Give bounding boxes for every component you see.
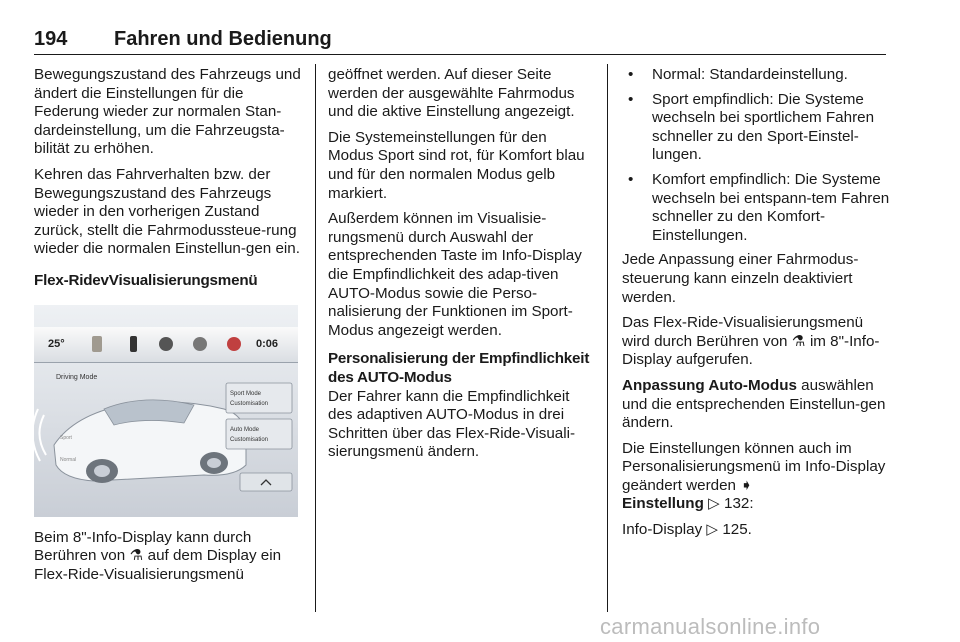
- column-divider: [315, 64, 316, 612]
- ref-triangle-icon: ▷: [706, 521, 719, 539]
- chapter-title: Fahren und Bedienung: [114, 28, 332, 50]
- column-divider: [607, 64, 608, 612]
- car-on-road-icon: ⚗: [129, 547, 144, 565]
- arrow-right-icon: ➧: [740, 476, 753, 494]
- info-display-screenshot: [34, 305, 298, 517]
- svg-text:Sport Mode: Sport Mode: [230, 390, 262, 397]
- paragraph: Die Einstellungen können auch im Personalisierungsmenü im Info-Display geändert werden ➧ Einstellung ▷ 132:: [622, 439, 886, 513]
- screen-title: Driving Mode: [56, 373, 98, 381]
- page-number: 194: [34, 28, 68, 50]
- phone-icon: [130, 336, 137, 352]
- car-on-road-icon: ⚗: [791, 332, 806, 350]
- section-heading: Flex-RidevVisualisierungsmenü: [34, 271, 258, 289]
- paragraph: Der Fahrer kann die Empfindlichkeit des adaptiven AUTO-Modus in drei Schritten über das Flex-Ride-Visuali-sierungsmenü ändern.: [328, 387, 576, 461]
- temperature-readout: 25°: [48, 337, 65, 350]
- paragraph: geöffnet werden. Auf dieser Seite werden der ausgewählte Fahrmodus und die aktive Einstellung angezeigt.: [328, 66, 575, 121]
- paragraph: Das Flex-Ride-Visualisierungsmenü wird durch Berühren von ⚗ im 8"-Info-Display aufgerufen.: [622, 314, 880, 369]
- screen-side-label: Sport: [60, 434, 72, 441]
- sport-mode-customisation-button: [226, 383, 292, 413]
- svg-text:Customisation: Customisation: [230, 400, 269, 407]
- paragraph: Info-Display ▷ 125.: [622, 521, 752, 539]
- paragraph: Anpassung Auto-Modus auswählen und die entsprechenden Einstellun-gen ändern.: [622, 376, 886, 432]
- paragraph: Die Systemeinstellungen für den Modus Sport sind rot, für Komfort blau und für den normalen Modus gelb markiert.: [328, 128, 585, 202]
- flexride-icon: [227, 337, 241, 351]
- section-subheading: Personalisierung der Empfindlichkeit des AUTO-Modus: [328, 350, 590, 386]
- auto-mode-customisation-button: [226, 419, 292, 449]
- column-1: [34, 66, 302, 591]
- column-3: [622, 66, 890, 547]
- music-icon: [92, 336, 102, 352]
- info-display-image: [34, 305, 298, 517]
- svg-text:Auto Mode: Auto Mode: [230, 426, 260, 433]
- list-item: • Komfort empfindlich: Die Systeme wechseln bei entspann-tem Fahren schneller zu den Komfort-Einstellungen.: [622, 171, 890, 245]
- media-icon: [193, 337, 207, 351]
- screen-side-label: Normal: [60, 456, 77, 463]
- paragraph: Bewegungszustand des Fahrzeugs und ändert die Einstellungen für die Federung wieder zur normalen Stan-dardeinstellung, um die Fahrzeugsta-bilität zu erhöhen.: [34, 66, 301, 158]
- list-item: • Sport empfindlich: Die Systeme wechseln bei sportlichem Fahren schneller zu den Sport-Einstel-lungen.: [622, 91, 890, 165]
- watermark: carmanualsonline.info: [600, 614, 821, 639]
- list-item: • Normal: Standardeinstellung.: [622, 66, 890, 85]
- svg-text:Customisation: Customisation: [230, 436, 269, 443]
- ref-triangle-icon: ▷: [708, 495, 720, 513]
- page-header: [34, 28, 886, 55]
- paragraph: Außerdem können im Visualisie-rungsmenü durch Auswahl der entsprechenden Taste im Info-Display die Empfindlichkeit des adap-tiven AUTO-Modus sowie die Perso-nalisierung der Funktionen im Sport-Modus angezeigt werden.: [328, 210, 582, 339]
- chevron-up-icon: [240, 473, 292, 491]
- figure-caption: Beim 8"-Info-Display kann durch Berühren von ⚗ auf dem Display ein Flex-Ride-Visualisierungsmenü: [34, 528, 282, 583]
- column-2: [328, 66, 596, 469]
- nav-icon: [159, 337, 173, 351]
- paragraph: Kehren das Fahrverhalten bzw. der Bewegungszustand des Fahrzeugs wieder in den vorherigen Zustand zurück, stellt die Fahrmodussteue-rung wieder die normalen Einstellun-gen ein.: [34, 165, 300, 258]
- paragraph: Jede Anpassung einer Fahrmodus-steuerung kann einzeln deaktiviert werden.: [622, 251, 859, 306]
- clock-readout: 0:06: [256, 337, 279, 350]
- sensitivity-options-list: [622, 66, 890, 245]
